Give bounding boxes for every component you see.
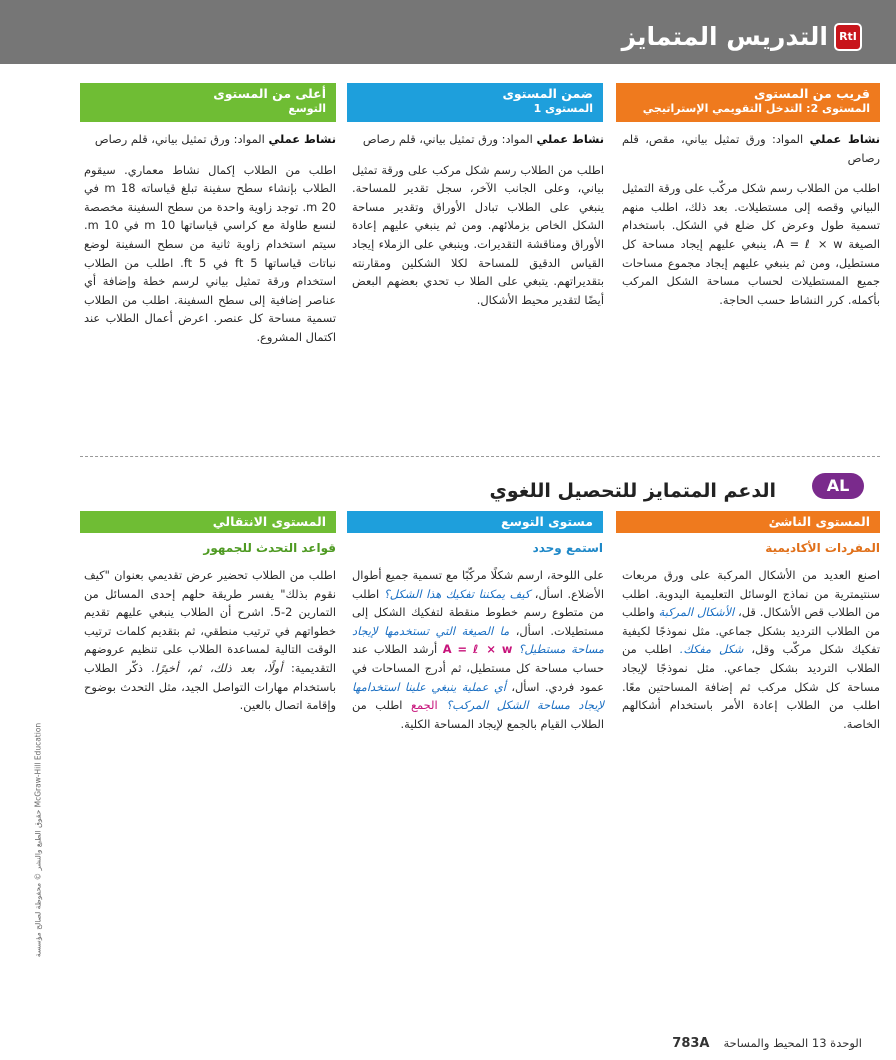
level-subtitle: قواعد التحدث للجمهور	[203, 541, 336, 555]
page-number: 783A	[672, 1036, 710, 1051]
tier-band-on-level	[347, 83, 603, 122]
tier-band-approaching	[616, 83, 880, 122]
text-run: على اللوحة، ارسم شكلًا مركّبًا مع تسمية جميع أطوال الأضلاع. اسأل،	[352, 568, 604, 601]
section-divider	[80, 456, 880, 457]
level-column-bridging	[84, 566, 336, 727]
level-column-expanding	[352, 566, 604, 745]
activity-label: نشاط عملي	[268, 132, 336, 146]
level-column-emerging	[622, 566, 880, 745]
copyright-notice	[28, 690, 48, 990]
text-run: ذكّر الطلاب باستخدام مهارات التواصل الجيد، مثل التحدث بوضوح وإقامة اتصال بالعين.	[84, 660, 336, 713]
tier-title: ضمن المستوى	[502, 86, 593, 101]
tier-column-beyond	[84, 130, 336, 359]
materials: المواد: ورق تمثيل بياني، قلم رصاص	[94, 132, 265, 146]
tier-subtitle: المستوى 1	[533, 102, 593, 115]
tier-title: أعلى من المستوى	[213, 86, 326, 101]
sequence-words: أولًا، بعد ذلك، ثم، أخيرًا.	[151, 660, 283, 675]
tier-band-beyond	[80, 83, 336, 122]
level-subtitle: المفردات الأكاديمية	[765, 541, 880, 555]
al-badge: AL	[812, 473, 864, 499]
question-highlight: ما الصيغة التي تستخدمها لإيجاد مساحة مستطيل؟	[352, 623, 605, 657]
level-subtitle: استمع وحدد	[532, 541, 603, 555]
copyright-text: حقوق الطبع والنشر © محفوظة لصالح مؤسسة McGraw-Hill Education	[33, 722, 43, 958]
section-title: الدعم المتمايز للتحصيل اللغوي	[489, 480, 776, 502]
tier-column-approaching	[622, 130, 880, 321]
tier-subtitle: المستوى 2: التدخل التقويمي الإستراتيجي	[642, 102, 870, 115]
tier-column-on-level	[352, 130, 604, 321]
level-bar-emerging: المستوى الناشئ	[616, 511, 880, 533]
term-highlight: شكل مفكك.	[679, 642, 744, 657]
unit-label: الوحدة 13 المحيط والمساحة	[723, 1036, 862, 1050]
activity-body: اطلب من الطلاب رسم شكل مركّب على ورقة التمثيل البياني وقصه إلى مستطيلات. بعد ذلك، اطلب منهم تسمية طول وعرض كل ضلع في الشكل. باستخدام الصيغة A = ℓ × w، ينبغي عليهم إيجاد مساحة كل مستطيل، ومن ثم ينبغي عليهم إيجاد مجموع مساحات جميع المستطيلات لحساب مساحة الشكل المركب بأكمله. كرر النشاط حسب الحاجة.	[622, 181, 880, 307]
question-highlight: كيف يمكننا تفكيك هذا الشكل؟	[383, 586, 531, 601]
tier-subtitle: التوسع	[288, 102, 326, 115]
activity-label: نشاط عملي	[809, 132, 880, 146]
text-run: اطلب من الطلاب القيام بالجمع لإيجاد المساحة الكلية.	[352, 698, 604, 731]
page-footer	[672, 1036, 862, 1051]
text-run: اصنع العديد من الأشكال المركبة على ورق مربعات سنتيمترية من نماذج الوسائل التعليمية اليدوية. اطلب من الطلاب قص الأشكال. قل،	[622, 568, 880, 620]
question-highlight: أي عملية ينبغي علينا استخدامها لإيجاد مساحة الشكل المركب؟	[352, 679, 604, 713]
level-bar-bridging: المستوى الانتقالي	[80, 511, 336, 533]
term-highlight: الأشكال المركبة	[658, 605, 735, 620]
activity-body: اطلب من الطلاب إكمال نشاط معماري. سيقوم الطلاب بإنشاء سطح سفينة تبلغ قياساته 18 m في 20 m. توجد زاوية واحدة من سطح السفينة مخصصة لنسع طاولة مع كراسي قياساتها 10 m في 10 m. سيتم استخدام زاوية ثانية من سطح السفينة لوضع نباتات قياساتها 5 ft في 5 ft. اطلب من الطلاب استخدام ورقة تمثيل بياني لرسم خطة وإضافة أي عناصر إضافية إلى سطح السفينة. اطلب من الطلاب تسمية مساحة كل عنصر. اعرض أعمال الطلاب عند اكتمال المشروع.	[84, 162, 337, 344]
answer-highlight: الجمع	[410, 698, 447, 713]
text-run: اطلب من متطوع رسم خطوط منقطة لتفكيك الشكل إلى مستطيلات. اسأل،	[352, 586, 604, 638]
text-run: اطلب من الطلاب الترديد بشكل جماعي. مثل نموذجًا لإيجاد مساحة كل شكل مركب ثم إضافة المساحتين معًا. اطلب من الطلاب إعادة الأمر باستخدام أشكالهم الخاصة.	[622, 642, 880, 731]
text-run: واطلب من الطلاب الترديد بشكل جماعي. مثل نموذجًا لكيفية تفكيك شكل مركّب وقل،	[622, 605, 881, 657]
activity-label: نشاط عملي	[536, 132, 604, 146]
text-run: اطلب من الطلاب تحضير عرض تقديمي بعنوان "كيف نقوم بذلك" يفسر طريقة حلهم إحدى المسائل من التمارين 2-5. اشرح أن الطلاب ينبغي عليهم تقديم خطواتهم في ترتيب منطقي، ثم بتقديم كلمات ترتيب الوقت التالية لمساعدة الطلاب على تنظيم عروضهم التقديمية:	[84, 568, 336, 675]
page-title: التدريس المتمايز	[621, 22, 828, 51]
materials: المواد: ورق تمثيل بياني، قلم رصاص	[362, 132, 533, 146]
tier-title: قريب من المستوى	[753, 86, 870, 101]
formula: A = ℓ × w	[442, 642, 519, 657]
level-bar-expanding: مستوى التوسع	[347, 511, 603, 533]
text-run: أرشد الطلاب عند حساب مساحة كل مستطيل، ثم أدرج المساحات في عمود فردي. اسأل،	[352, 642, 605, 694]
activity-body: اطلب من الطلاب رسم شكل مركب على ورقة تمثيل بياني، وعلى الجانب الآخر، سجل تقدير للمساحة. ينبغي على الطلاب تبادل الأوراق وتقدير مساحة الشكل الخاص بزملائهم. ومن ثم ينبغي عليهم إعادة الأوراق ومناقشة التقديرات. وينبغي على الزملاء إيجاد القياس الدقيق للمساحة لكلا الشكلين ومقارنته بتقديراتهم. يتبغي على الطلا ب تحدي بعضهم البعض أيضًا لتقدير محيط الأشكال.	[352, 162, 604, 307]
rti-badge: RtI	[834, 23, 862, 51]
materials: المواد: ورق تمثيل بياني، مقص، قلم رصاص	[622, 132, 880, 165]
